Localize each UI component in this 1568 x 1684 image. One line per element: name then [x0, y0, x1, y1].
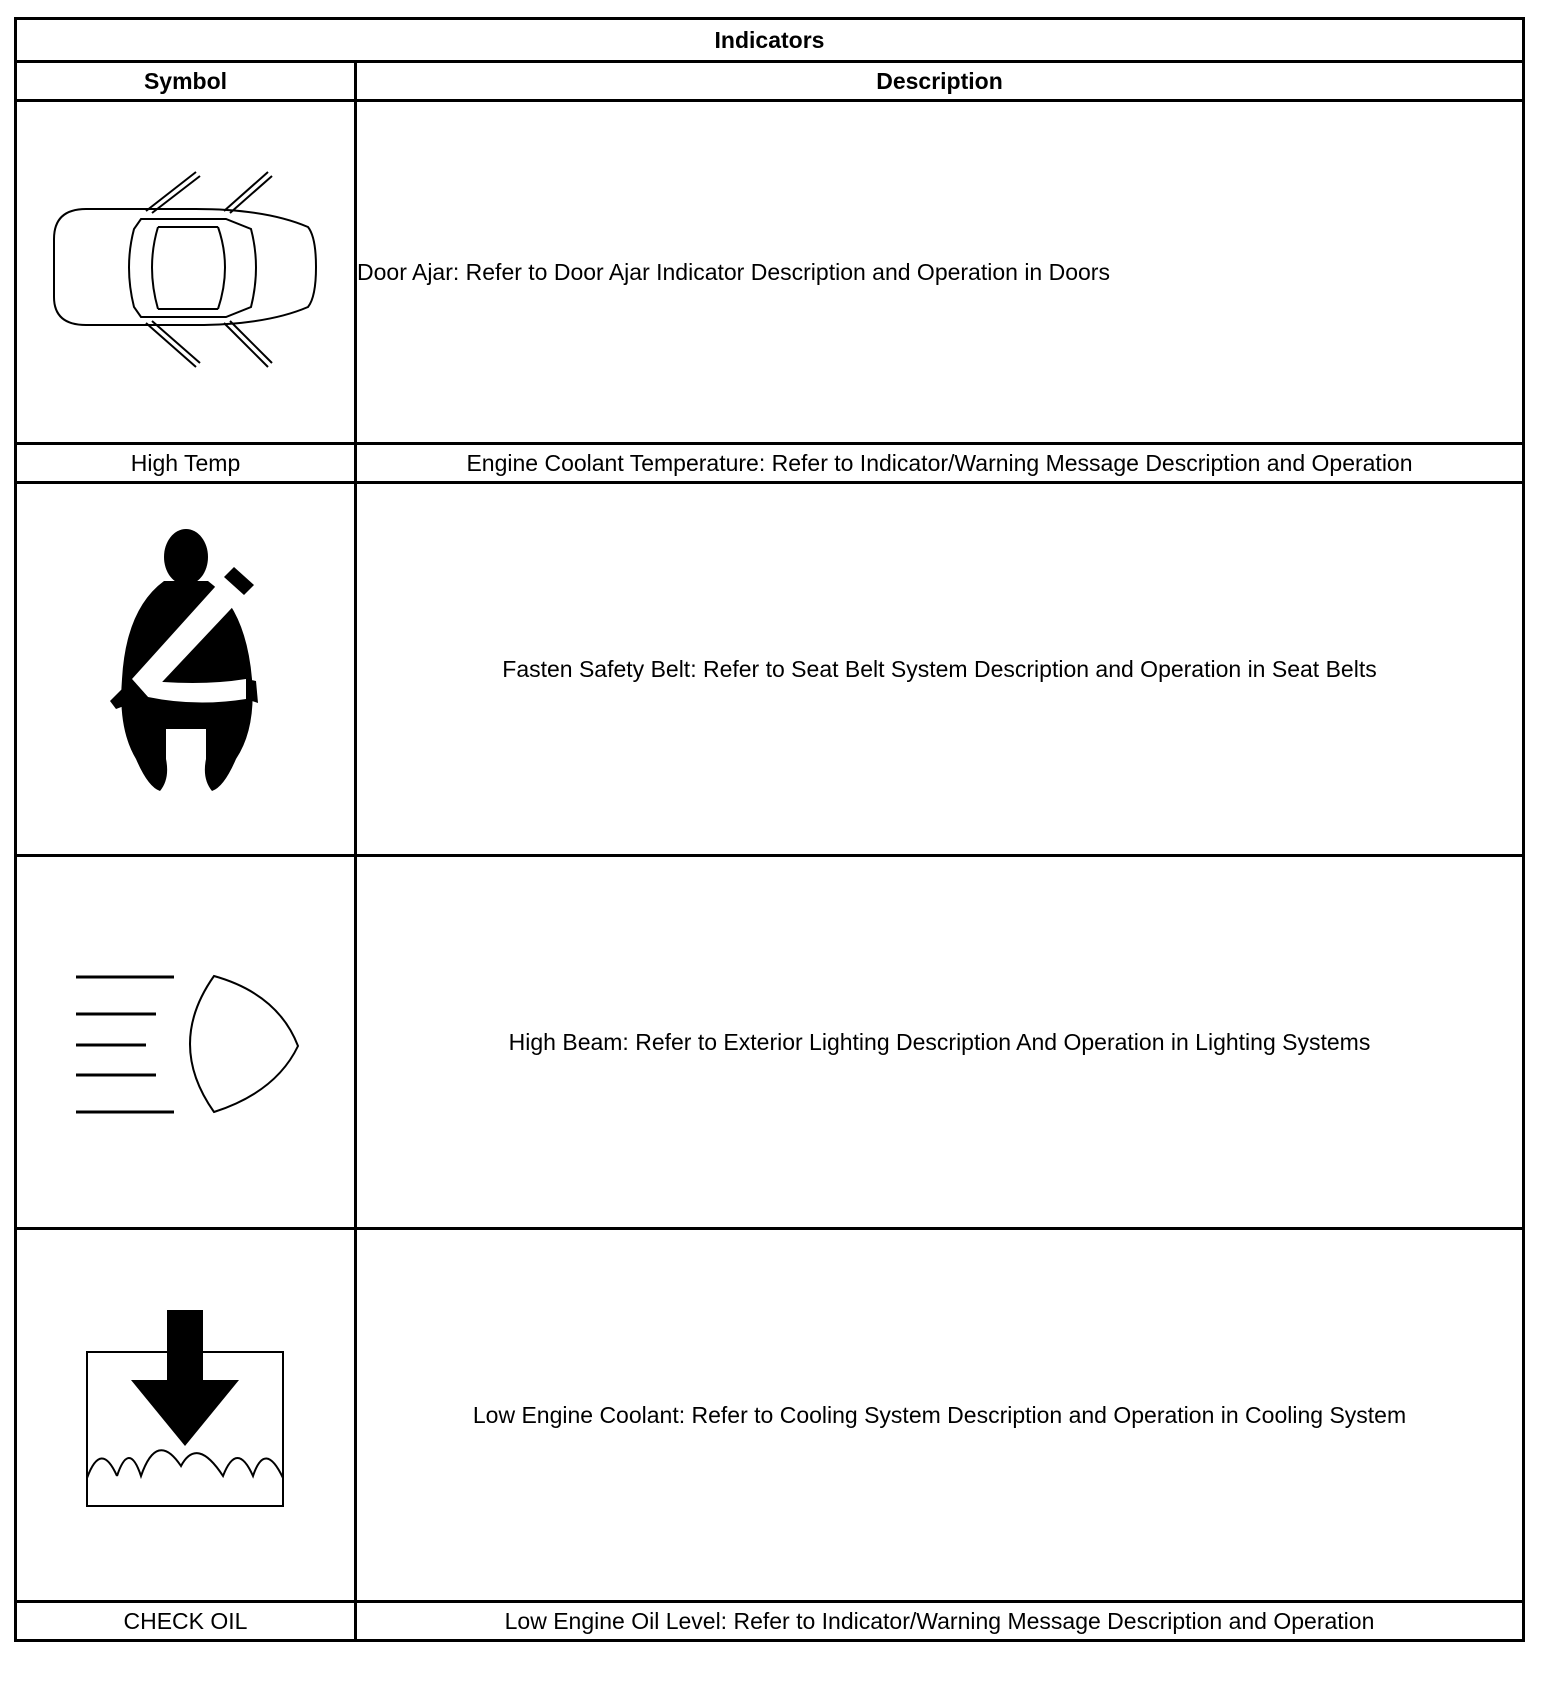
table-row — [16, 444, 1524, 483]
table-title: Indicators — [16, 19, 1524, 62]
low-coolant-icon — [81, 1310, 291, 1520]
symbol-text-cell: High Temp — [16, 444, 356, 483]
description-cell: High Beam: Refer to Exterior Lighting Description And Operation in Lighting Systems — [356, 856, 1524, 1229]
description-cell: Low Engine Oil Level: Refer to Indicator/Warning Message Description and Operation — [356, 1602, 1524, 1641]
table-row — [16, 1602, 1524, 1641]
description-cell: Low Engine Coolant: Refer to Cooling System Description and Operation in Cooling System — [356, 1229, 1524, 1602]
door-ajar-car-icon — [46, 167, 326, 377]
table-row — [16, 483, 1524, 856]
description-cell: Door Ajar: Refer to Door Ajar Indicator Description and Operation in Doors — [356, 101, 1524, 444]
description-cell: Engine Coolant Temperature: Refer to Indicator/Warning Message Description and Operation — [356, 444, 1524, 483]
symbol-cell — [16, 483, 356, 856]
high-beam-icon — [66, 962, 306, 1122]
symbol-cell — [16, 101, 356, 444]
indicators-table — [14, 17, 1525, 1642]
symbol-column-header: Symbol — [16, 62, 356, 101]
table-row — [16, 101, 1524, 444]
table-row — [16, 1229, 1524, 1602]
seat-belt-icon — [96, 529, 276, 809]
description-column-header: Description — [356, 62, 1524, 101]
symbol-cell — [16, 1229, 356, 1602]
description-cell: Fasten Safety Belt: Refer to Seat Belt System Description and Operation in Seat Belts — [356, 483, 1524, 856]
symbol-text-cell: CHECK OIL — [16, 1602, 356, 1641]
symbol-cell — [16, 856, 356, 1229]
table-row — [16, 856, 1524, 1229]
